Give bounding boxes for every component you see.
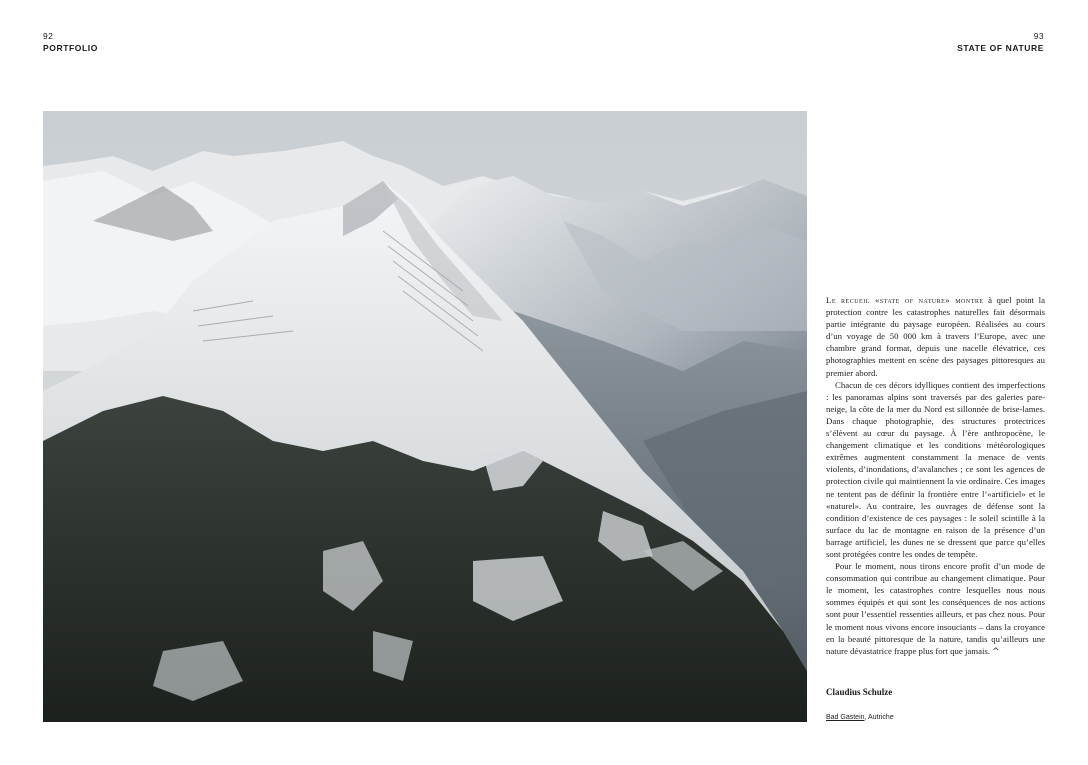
end-mark-icon: ^	[992, 646, 1000, 657]
essay-paragraph-1	[826, 294, 1045, 379]
essay-paragraph-3	[826, 560, 1045, 658]
essay-paragraph-2: Chacun de ces décors idylliques contient des imperfections : les panoramas alpins sont traversés par des galeries pare-neige, la côte de la mer du Nord est sillonnée de brise-lames. Dans chaque photographie, des structures protectrices s’élèvent au cœur du paysage. À l’ère anthropocène, le changement climatique et les conditions météorologiques extrêmes augmentent constamment la menace de vents violents, d’inondations, d’avalanches ; ce sont les agences de protection civile qui maintiennent la vie ordinaire. Ces images ne tentent pas de définir la frontière entre l’«artificiel» et le «naturel». Au contraire, les ouvrages de défense sont la condition d’existence de ces paysages : le soleil scintille à la surface du lac de montagne en raison de la présence d’un barrage artificiel, les dunes ne se dressent que parce qu’elles sont protégées contre les ondes de tempête.	[826, 379, 1045, 559]
right-section-title: STATE OF NATURE	[957, 43, 1044, 53]
essay-text	[826, 294, 1045, 658]
essay-lead-in: Le recueil «state of nature» montre	[826, 295, 984, 305]
photo-caption	[826, 714, 894, 721]
essay-paragraph-3-text: Pour le moment, nous tirons encore profit d’un mode de consommation qui contribue au changement climatique. Pour le moment, les catastrophes contre lesquelles nous nous sommes équipés et qui sont les conséquences de nos actions sont pour l’essentiel ressenties ailleurs, et pas chez nous. Pour le moment nous vivons encore insouciants – dans la croyance en la beauté pittoresque de la nature, tandis qu’ailleurs une nature dévastatrice frappe plus fort que jamais.	[826, 561, 1045, 656]
author-name: Claudius Schulze	[826, 687, 893, 697]
left-section-title: PORTFOLIO	[43, 43, 98, 53]
caption-country: , Autriche	[864, 714, 894, 721]
left-running-head	[43, 30, 98, 54]
right-running-head	[957, 30, 1044, 54]
mountain-illustration	[43, 111, 807, 722]
left-page-number: 92	[43, 31, 54, 41]
essay-paragraph-1-text: à quel point la protection contre les catastrophes naturelles fait désormais partie intégrante du paysage européen. Réalisées au cours d’un voyage de 50 000 km à travers l’Europe, avec une chambre grand format, depuis une nacelle élévatrice, ces photographies mettent en scène des paysages pittoresques au premier abord.	[826, 295, 1045, 378]
caption-location-link[interactable]: Bad Gastein	[826, 714, 865, 721]
right-page-number: 93	[1033, 31, 1044, 41]
mountain-photograph	[43, 111, 807, 722]
